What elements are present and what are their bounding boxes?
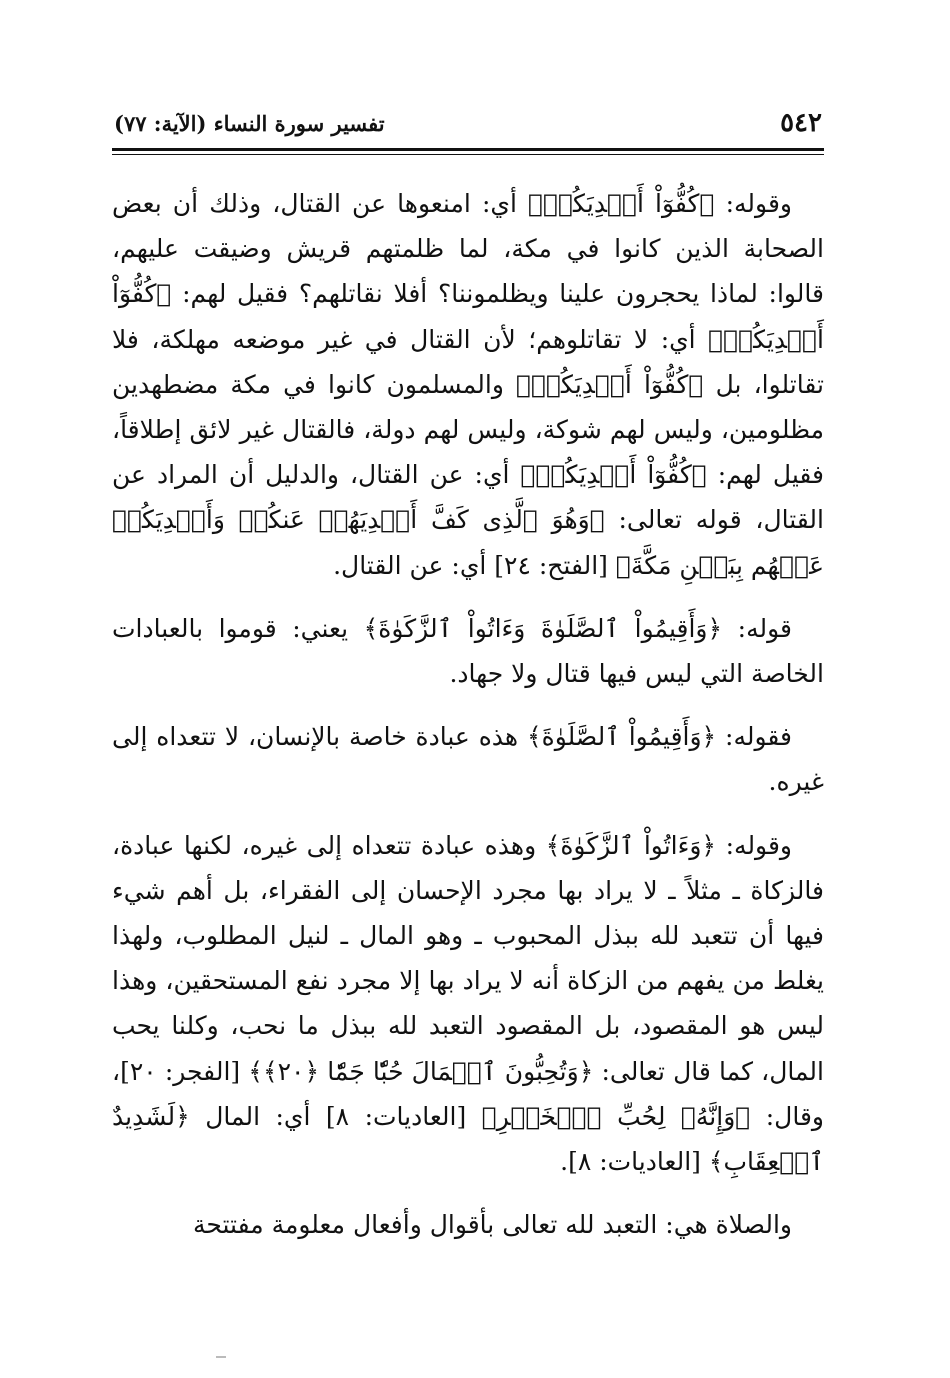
book-page — [112, 100, 824, 1265]
header-rule-thin — [112, 154, 824, 155]
paragraph: وقوله: ﴿كُفُّوٓاْ أَيۡدِيَكُمۡ﴾ أي: امنعوها عن القتال، وذلك أن بعض الصحابة الذين كانوا في مكة، لما ظلمتهم قريش وضيقت عليهم، قالوا: لماذا يحجرون علينا ويظلموننا؟ أفلا نقاتلهم؟ فقيل لهم: ﴿كُفُّوٓاْ أَيۡدِيَكُمۡ﴾ أي: لا تقاتلوهم؛ لأن القتال في غير موضعه مهلكة، فلا تقاتلوا، بل ﴿كُفُّوٓاْ أَيۡدِيَكُمۡ﴾ والمسلمون كانوا في مكة مضطهدين مظلومين، وليس لهم شوكة، وليس لهم دولة، فالقتال غير لائق إطلاقاً، فقيل لهم: ﴿كُفُّوٓاْ أَيۡدِيَكُمۡ﴾ أي: عن القتال، والدليل أن المراد عن القتال، قوله تعالى: ﴿وَهُوَ ٱلَّذِى كَفَّ أَيۡدِيَهُمۡ عَنكُمۡ وَأَيۡدِيَكُمۡ عَنۡهُم بِبَطۡنِ مَكَّةَ﴾ [الفتح: ٢٤] أي: عن القتال. — [112, 189, 824, 580]
scan-mark — [216, 1356, 226, 1358]
paragraph: فقوله: ﴿وَأَقِيمُواْ ٱلصَّلَوٰةَ﴾ هذه عبادة خاصة بالإنسان، لا تتعداه إلى غيره. — [112, 722, 824, 797]
paragraph: والصلاة هي: التعبد لله تعالى بأقوال وأفعال معلومة مفتتحة — [192, 1210, 792, 1240]
header-rule-thick — [112, 148, 824, 151]
body-text — [112, 181, 824, 1247]
page-number: ٥٤٢ — [780, 108, 822, 138]
paragraph: قوله: ﴿وَأَقِيمُواْ ٱلصَّلَوٰةَ وَءَاتُواْ ٱلزَّكَوٰةَ﴾ يعني: قوموا بالعبادات الخاصة التي ليس فيها قتال ولا جهاد. — [112, 613, 824, 689]
running-title: تفسير سورة النساء (الآية: ٧٧) — [114, 111, 385, 136]
paragraph: وقوله: ﴿وَءَاتُواْ ٱلزَّكَوٰةَ﴾ وهذه عبادة تتعداه إلى غيره، لكنها عبادة، فالزكاة ـ مثلاً ـ لا يراد بها مجرد الإحسان إلى الفقراء، بل أهم شيء فيها أن تتعبد لله ببذل المحبوب ـ وهو المال ـ لنيل المطلوب، ولهذا يغلط من يفهم من الزكاة أنه لا يراد بها إلا مجرد نفع المستحقين، وهذا ليس هو المقصود، بل المقصود التعبد لله ببذل ما نحب، وكلنا يحب المال، كما قال تعالى: ﴿وَتُحِبُّونَ ٱلۡمَالَ حُبّٗا جَمّٗا ﴿٢٠﴾﴾ [الفجر: ٢٠]، وقال: ﴿وَإِنَّهُۥ لِحُبِّ ٱلۡخَيۡرِ﴾ [العاديات: ٨] أي: المال ﴿لَشَدِيدٌ ٱلۡعِقَابِ﴾ [العاديات: ٨]. — [112, 830, 824, 1177]
page-header — [112, 100, 824, 148]
